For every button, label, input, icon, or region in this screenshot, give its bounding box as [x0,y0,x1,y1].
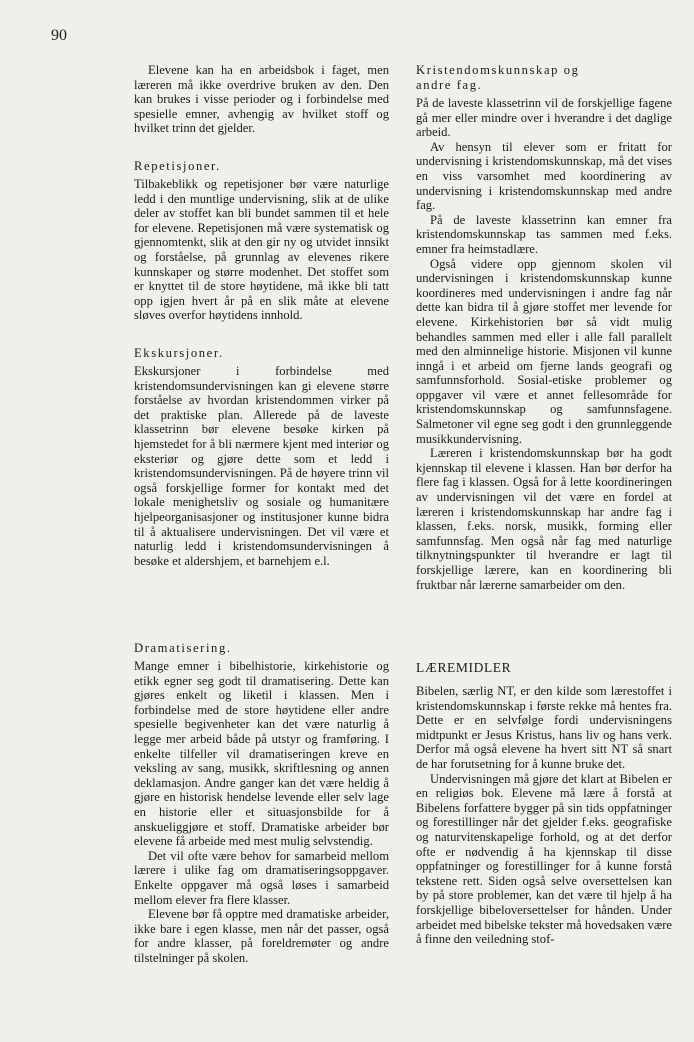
repetisjoner-text: Tilbakeblikk og repetisjoner bør være naturlige ledd i den muntlige undervisning, slik at de ulike deler av stoffet kan bli bundet sammen til et hele for elevene. Repetisjonen må være systematisk og gjennomtenkt, slik at den gir ny og utvidet innsikt og forståelse, på grunnlag av elevenes rikere kunnskaper og større modenhet. Det stoffet som er knyttet til de store høytidene, må ikke bli tatt opp igjen hvert år på en slik måte at elevene sløves overfor høytidens innhold. [134,177,389,323]
dramatisering-paragraph-3: Elevene bør få opptre med dramatiske arbeider, ikke bare i egen klasse, men når det passer, også for andre klasser, på foreldremøter og andre tilstelninger på skolen. [134,907,389,965]
kristendomskunnskap-heading [416,63,672,93]
ekskursjoner-heading: Ekskursjoner. [134,346,224,360]
repetisjoner-heading: Repetisjoner. [134,159,221,173]
laeremidler-section [416,660,672,947]
page-number: 90 [51,27,67,44]
ekskursjoner-text: Ekskursjoner i forbindelse med kristendomsundervisningen kan gi elevene større forståelse av hvordan kristendommen virker på det praktiske plan. Allerede på de laveste klassetrinn bør elevene besøke kirken på hjemstedet for å bli nærmere kjent med interiør og eksteriør og gjøre dette som et ledd i kristendomsundervisningen. På de høyere trinn vil også forskjellige former for kontakt med det lokale menighetsliv og sosiale og humanitære hjelpeorganisasjoner og institusjoner kunne bidra til å aktualisere undervisningen. Det vil være et naturlig ledd i kristendomsundervisningen å besøke et aldershjem, et barnehjem e.l. [134,364,389,568]
kristendomskunnskap-paragraph-1: På de laveste klassetrinn vil de forskjellige fagene gå mer eller mindre over i hverandre i det daglige arbeid. [416,96,672,140]
dramatisering-section [134,641,389,965]
kristendomskunnskap-heading-line-1: Kristendomskunnskap og [416,63,580,77]
kristendomskunnskap-paragraph-4: Også videre opp gjennom skolen vil undervisningen i kristendomskunnskap kunne koordineres med undervisningen i andre fag når dette kan bidra til å gjøre stoffet mer levende for elevene. Kirkehistorien bør så vidt mulig behandles sammen med eller i alle fall parallelt med den alminnelige historie. Misjonen vil kunne inngå i et arbeid om fjerne lands geografi og samfunnsforhold. Sosial-etiske problemer og oppgaver vil være et annet fellesområde for kristendomskunnskap og samfunnsfagene. Salmetoner vil egne seg godt i den grunnleggende musikkundervisning. [416,256,672,446]
kristendomskunnskap-paragraph-3: På de laveste klassetrinn kan emner fra kristendomskunnskap tas sammen med f.eks. emner fra heimstadlære. [416,212,672,256]
kristendomskunnskap-paragraph-2: Av hensyn til elever som er fritatt for undervisning i kristendomskunnskap, må det vises en viss varsomhet med koordinering av undervisning i kristendomskunnskap med andre fag. [416,139,672,213]
intro-section [134,63,389,136]
dramatisering-paragraph-1: Mange emner i bibelhistorie, kirkehistorie og etikk egner seg godt til dramatisering. Dette kan gjøres enkelt og liketil i klassen. Men i forbindelse med de store høytidene eller andre spesielle begivenheter kan det være naturlig å legge mer arbeid både på utstyr og framføring. I enkelte tilfeller vil dramatiseringen kreve en veksling av sang, musikk, skriftlesning og annen deklamasjon. Andre ganger kan det være heldig å gjøre en historisk hendelse levende eller selv lage en historie eller et situasjonsbilde for å anskueliggjøre et stoff. Dramatiske arbeider bør elevene få arbeide med mest mulig selvstendig. [134,659,389,849]
kristendomskunnskap-heading-line-2: andre fag. [416,78,483,92]
dramatisering-paragraph-2: Det vil ofte være behov for samarbeid mellom lærere i ulike fag om dramatiseringsoppgaver. Enkelte oppgaver må også løses i samarbeid mellom elever fra flere klasser. [134,848,389,907]
kristendomskunnskap-paragraph-5: Læreren i kristendomskunnskap bør ha godt kjennskap til elevene i klassen. Han bør derfor ha flere fag i klassen. Også for å lette koordineringen av undervisningen vil det være en fordel at læreren i kristendomskunnskap har andre fag i klassen, f.eks. norsk, musikk, forming eller samfunnsfag. Men også når fag med naturlige tilknytningspunkter til hverandre er lagt til forskjellige lærere, kan en koordinering bli fruktbar når lærerne samarbeider om den. [416,446,672,592]
repetisjoner-section [134,159,389,323]
ekskursjoner-section [134,346,389,568]
laeremidler-paragraph-2: Undervisningen må gjøre det klart at Bibelen er en religiøs bok. Elevene må lære å forstå at Bibelens forfattere bygger på sin tids oppfatninger og forestillinger når det gjelder f.eks. geografiske og naturvitenskapelige forhold, og at det derfor ofte er nødvendig å ha kjennskap til disse oppfatninger og forestillinger for å kunne forstå tekstene rett. Siden også selve oversettelsen kan by på store problemer, kan det være til hjelp å ha forskjellige bibeloversettelser for hånden. Under arbeidet med bibelske tekster må hovedsaken være å finne den veiledning stof- [416,771,672,947]
dramatisering-heading: Dramatisering. [134,641,232,655]
intro-paragraph: Elevene kan ha en arbeidsbok i faget, men læreren må ikke overdrive bruken av den. Den kan brukes i visse perioder og i forbindelse med spesielle emner, avhengig av hvilket stoff og hvilket trinn det gjelder. [134,63,389,136]
kristendomskunnskap-section [416,63,672,592]
laeremidler-heading: LÆREMIDLER [416,660,512,675]
laeremidler-paragraph-1: Bibelen, særlig NT, er den kilde som lærestoffet i kristendomskunnskap i første rekke må hentes fra. Dette er en selvfølge fordi undervisningens midtpunkt er Jesus Kristus, hans liv og hans verk. Derfor må også elevene ha hvert sitt NT så snart de har forutsetning for å kunne bruke det. [416,684,672,771]
